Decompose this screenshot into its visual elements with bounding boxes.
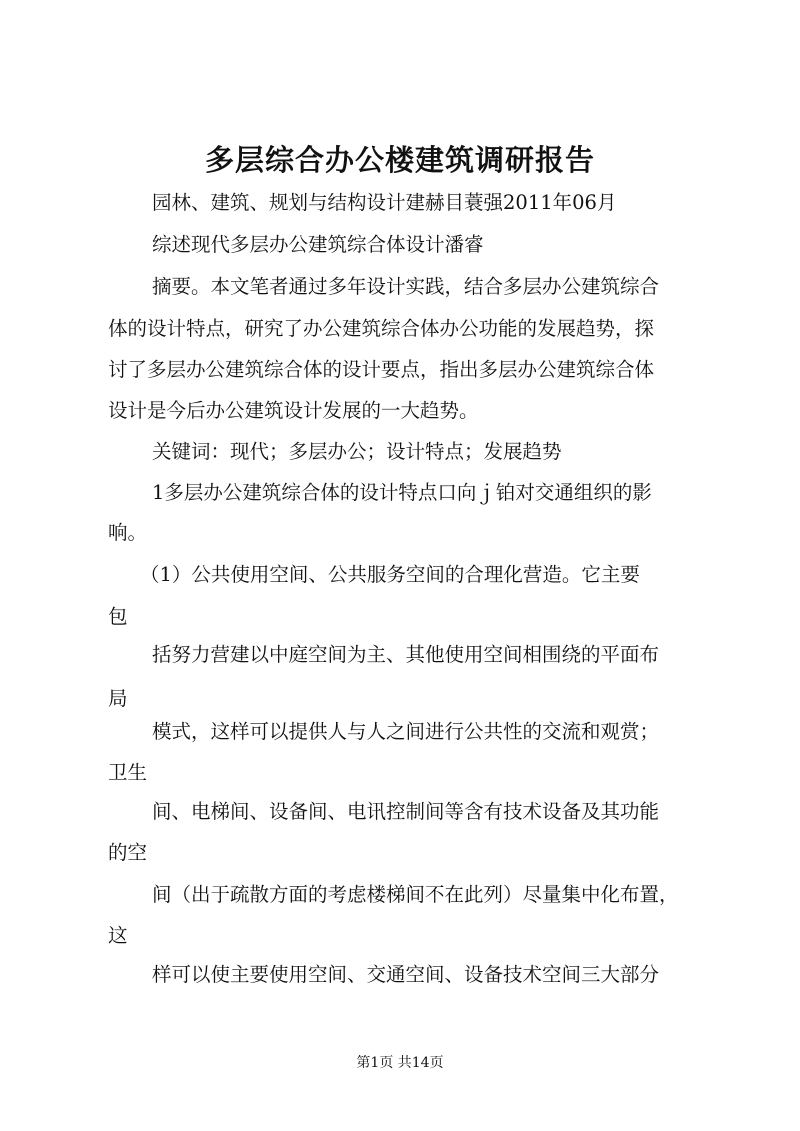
paragraph-line: 样可以使主要使用空间、交通空间、设备技术空间三大部分: [152, 963, 660, 986]
paragraph-line: 卫生: [108, 761, 148, 784]
paragraph-line: 这: [108, 924, 128, 947]
paragraph-line: 模式，这样可以提供人与人之间进行公共性的交流和观赏；: [152, 720, 660, 743]
keywords-line: 关键词：现代；多层办公；设计特点；发展趋势: [152, 440, 562, 463]
paragraph-line: 间（出于疏散方面的考虑楼梯间不在此列）尽量集中化布置，: [152, 883, 679, 906]
abstract-line: 摘要。本文笔者通过多年设计实践，结合多层办公建筑综合: [152, 275, 660, 298]
paragraph-line: 体的设计特点，研究了办公建筑综合体办公功能的发展趋势，探: [108, 317, 655, 340]
paragraph-line: 包: [108, 605, 128, 628]
paragraph-line: 的空: [108, 841, 148, 864]
paragraph-line: （1）公共使用空间、公共服务空间的合理化营造。它主要: [140, 563, 640, 586]
paragraph-line: 局: [108, 687, 128, 710]
page-title: 多层综合办公楼建筑调研报告: [204, 143, 595, 177]
section-heading-line: 1多层办公建筑综合体的设计特点口向ｊ铂对交通组织的影: [152, 481, 652, 504]
paragraph-line: 间、电梯间、设备间、电讯控制间等含有技术设备及其功能: [152, 800, 660, 823]
summary-line: 综述现代多层办公建筑综合体设计潘睿: [152, 233, 484, 256]
paragraph-line: 响。: [108, 521, 148, 544]
paragraph-line: 讨了多层办公建筑综合体的设计要点，指出多层办公建筑综合体: [108, 358, 655, 381]
paragraph-line: 括努力营建以中庭空间为主、其他使用空间相围绕的平面布: [152, 643, 660, 666]
meta-line: 园林、建筑、规划与结构设计建赫目蓑强2011年06月: [152, 191, 617, 214]
page-number-footer: 第1页 共14页: [356, 1055, 444, 1071]
paragraph-line: 设计是今后办公建筑设计发展的一大趋势。: [108, 399, 479, 422]
